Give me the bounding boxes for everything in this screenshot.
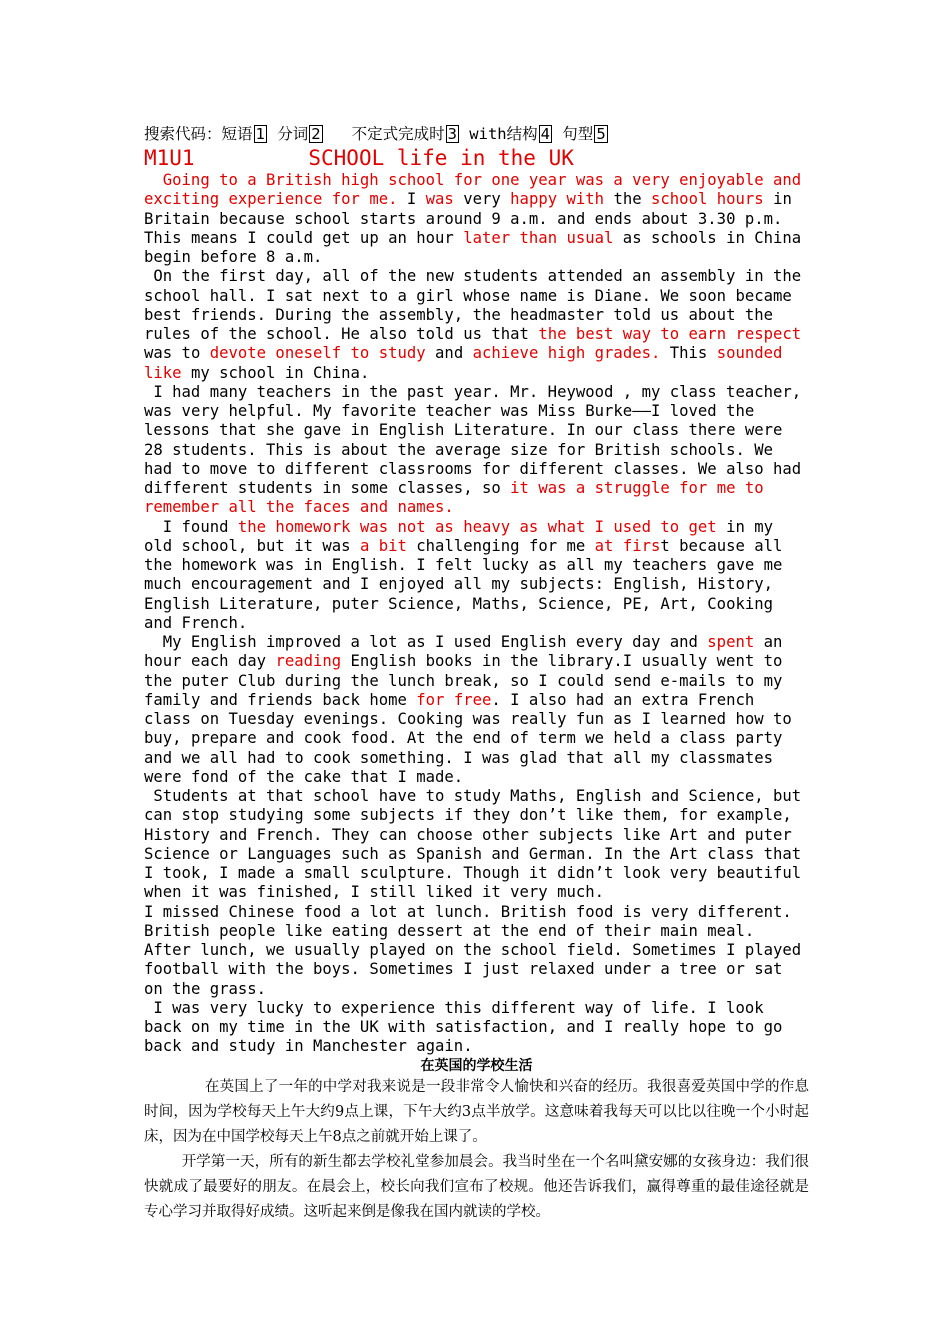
document-page: [144, 124, 809, 1225]
search-codes-line: [144, 124, 809, 144]
code-label: with结构: [469, 125, 538, 143]
search-codes-label: 搜索代码：: [144, 125, 222, 143]
paragraph-text: very: [453, 190, 511, 209]
english-paragraph: [144, 267, 809, 383]
paragraph-text: Students at that school have to study Maths, English and Science, but can stop studying some subjects if they don’t like them, for example, History and French. They can choose other subjects like Art and puter Science or Languages such as Spanish and German. In the Art class that I took, I made a small sculpture. Though it didn’t look very beautiful when it was finished, I still liked it very much.: [144, 787, 802, 902]
code-label: 分词: [277, 125, 309, 143]
paragraph-text: in my old school, but it was: [144, 517, 774, 555]
english-paragraph: [144, 903, 809, 999]
code-label: 短语: [221, 125, 253, 143]
paragraph-text: and: [425, 344, 473, 363]
highlighted-phrase: at firs: [594, 536, 661, 555]
code-label: 不定式完成时: [351, 125, 445, 143]
paragraph-text: the: [604, 190, 652, 209]
paragraph-text: I: [397, 190, 426, 209]
highlighted-phrase: the best way to earn respect: [538, 325, 802, 343]
chinese-translation: [144, 1075, 809, 1225]
paragraph-text: I had many teachers in the past year. Mr. Heywood , my class teacher, was very helpful. My favorite teacher was Miss Burke——I loved the lessons that she gave in English Literature. In our class there were 28 students. This is about the average size for British schools. We had to move to different classrooms for different classes. We also had different students in some classes, so: [144, 382, 802, 497]
highlighted-phrase: spent: [707, 633, 755, 651]
highlighted-phrase: reading: [275, 652, 342, 671]
english-paragraph: [144, 633, 809, 787]
paragraph-text: an hour each day: [144, 633, 783, 671]
highlighted-phrase: later than usual: [463, 228, 614, 247]
chinese-paragraph: 在英国上了一年的中学对我来说是一段非常令人愉快和兴奋的经历。我很喜爱英国中学的作息时间，因为学校每天上午大约9点上课，下午大约3点半放学。这意味着我每天可以比以往晚一个小时起床，因为在中国学校每天上午8点之前就开始上课了。: [144, 1078, 809, 1145]
code-number-box: 1: [255, 125, 265, 143]
highlighted-phrase: Going to a British high school for one year was a very enjoyable and exciting experience for me.: [144, 171, 802, 209]
paragraph-text: my school in China.: [181, 363, 370, 382]
code-label: 句型: [562, 125, 594, 143]
highlighted-phrase: school hours: [651, 190, 764, 209]
highlighted-phrase: it was a struggle for me to remember all the faces and names.: [144, 479, 764, 517]
english-paragraph: [144, 383, 809, 518]
page-title: [144, 146, 809, 171]
english-article: [144, 171, 809, 1057]
english-paragraph: [144, 171, 809, 267]
chinese-title: 在英国的学校生活: [420, 1057, 533, 1074]
paragraph-text: as schools in China begin before 8 a.m.: [144, 228, 802, 266]
paragraph-text: challenging for me: [406, 536, 595, 555]
article-title: SCHOOL life in the UK: [308, 146, 574, 170]
english-paragraph: [144, 999, 809, 1057]
code-number-box: 3: [447, 125, 457, 143]
code-number-box: 4: [540, 125, 550, 143]
highlighted-phrase: was: [425, 190, 454, 209]
code-number-box: 2: [311, 125, 321, 143]
chinese-paragraph: 开学第一天，所有的新生都去学校礼堂参加晨会。我当时坐在一个名叫黛安娜的女孩身边：我们很快就成了最要好的朋友。在晨会上，校长向我们宣布了校规。他还告诉我们，赢得尊重的最佳途径就是专心学习并取得好成绩。这听起来倒是像我在国内就读的学校。: [144, 1153, 809, 1220]
code-number-box: 5: [596, 125, 606, 143]
paragraph-text: . I also had an extra French class on Tuesday evenings. Cooking was really fun as I learned how to buy, prepare and cook food. At the end of term we held a class party and we all had to cook something. I was glad that all my classmates were fond of the cake that I made.: [144, 690, 792, 786]
highlighted-phrase: the homework was not as heavy as what I used to get: [237, 517, 717, 536]
highlighted-phrase: devote oneself to study: [209, 344, 426, 363]
paragraph-text: t because all the homework was in English. I felt lucky as all my teachers gave me much encouragement and I enjoyed all my subjects: English, History, English Literature, puter Science, Maths, Science, PE, Art, Cooking and French.: [144, 536, 783, 632]
highlighted-phrase: happy with: [510, 190, 605, 209]
paragraph-text: English books in the library.I usually went to the puter Club during the lunch break, so I could send e-mails to my family and friends back home: [144, 652, 783, 709]
paragraph-text: I missed Chinese food a lot at lunch. British food is very different. British people like eating dessert at the end of their main meal. After lunch, we usually played on the school field. Sometimes I played football with the boys. Sometimes I just relaxed under a tree or sat on the grass.: [144, 902, 802, 998]
english-paragraph: [144, 787, 809, 903]
unit-code: M1U1: [144, 146, 195, 170]
highlighted-phrase: a bit: [359, 536, 407, 555]
paragraph-text: was to: [144, 344, 210, 363]
highlighted-phrase: sounded like: [144, 344, 783, 382]
paragraph-text: I found: [162, 517, 238, 536]
paragraph-text: I was very lucky to experience this different way of life. I look back on my time in the UK with satisfaction, and I really hope to go back and study in Manchester again.: [144, 998, 783, 1056]
highlighted-phrase: achieve high grades.: [472, 344, 661, 363]
paragraph-text: in Britain because school starts around 9 a.m. and ends about 3.30 p.m. This means I could get up an hour: [144, 190, 792, 247]
paragraph-text: On the first day, all of the new students attended an assembly in the school hall. I sat next to a girl whose name is Diane. We soon became best friends. During the assembly, the headmaster told us about the rules of the school. He also told us that: [144, 267, 802, 343]
paragraph-text: My English improved a lot as I used English every day and: [162, 633, 708, 651]
paragraph-text: This: [660, 344, 717, 363]
highlighted-phrase: for free: [416, 690, 492, 709]
english-paragraph: [144, 518, 809, 634]
